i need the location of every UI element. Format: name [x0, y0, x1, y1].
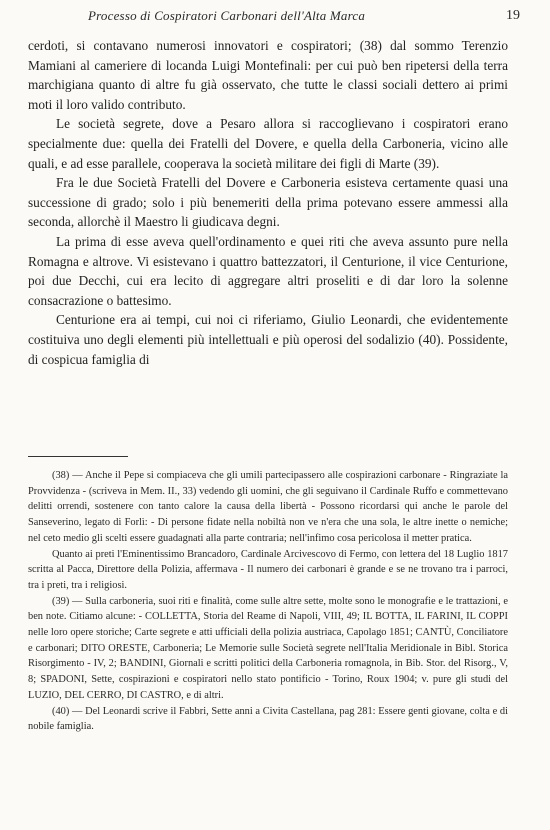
- body-paragraph: La prima di esse aveva quell'ordinamento e quei riti che aveva assunto pure nella Romagna e altrove. Vi esistevano i quattro battezzatori, il Centurione, il vice Centurione, poi due Decchi, cui era lecito di aggregare altri proseliti e di dar loro la solenne consacrazione o battesimo.: [28, 233, 508, 308]
- footnote-divider: [28, 456, 128, 457]
- main-text: [28, 36, 508, 369]
- body-paragraph: Fra le due Società Fratelli del Dovere e Carboneria esisteva certamente quasi una successione di grado; solo i più benemeriti della prima potevano essere ammessi alla seconda, allorchè il Maestro li giudicava degni.: [28, 175, 508, 230]
- footnote: (39) — Sulla carboneria, suoi riti e finalità, come sulle altre sette, molte sono le monografie e le trattazioni, e ben note. Citiamo alcune: - COLLETTA, Storia del Reame di Napoli, VIII, 49; IL BOTTA, IL FARINI, IL COPPI nelle loro opere storiche; Carte segrete e atti ufficiali della polizia austriaca, Capolago 1851; CANTÙ, Conciliatore e carbonari; DITO ORESTE, Carboneria; Le Memorie sulle Società segrete nell'Italia Meridionale in Bibl. Storica Risorgimento - IV, 2; BANDINI, Giornali e scritti politici della Carboneria romagnola, in Bib. Stor. del Risorg., V, 8; SPADONI, Sette, cospirazioni e cospiratori nello stato pontificio - Torino, Roux 1904; v. pure gli studi del LUZIO, DEL CERRO, DI CASTRO, e di altri.: [28, 595, 508, 701]
- footnote: (40) — Del Leonardi scrive il Fabbri, Sette anni a Civita Castellana, pag 281: Essere genti giovane, colta e di nobile famiglia.: [28, 705, 508, 733]
- footnotes: [28, 468, 508, 735]
- body-paragraph: Centurione era ai tempi, cui noi ci riferiamo, Giulio Leonardi, che evidentemente costituiva uno degli elementi più intellettuali e più operosi del sodalizio (40). Possidente, di cospicua famiglia di: [28, 312, 508, 367]
- footnote: Quanto ai preti l'Eminentissimo Brancadoro, Cardinale Arcivescovo di Fermo, con lettera del 18 Luglio 1817 scritta al Pacca, Direttore della Polizia, affermava - Il numero dei carbonari è grande e se ne trovano tra i parroci, tra i preti, tra i religiosi.: [28, 548, 508, 591]
- page-number: 19: [506, 8, 520, 23]
- body-paragraph: cerdoti, si contavano numerosi innovatori e cospiratori; (38) dal sommo Terenzio Mamiani al cameriere di locanda Luigi Montefinali: per cui può ben ripetersi della terra marchigiana quanto di altre fu già osservato, che tutte le classi sociali dettero ai primi moti il loro valido contributo.: [28, 38, 508, 112]
- running-title: Processo di Cospiratori Carbonari dell'Alta Marca: [88, 8, 366, 23]
- footnote: (38) — Anche il Pepe si compiaceva che gli umili partecipassero alle cospirazioni carbonare - Ringraziate la Provvidenza - (scriveva in Mem. II., 33) vedendo gli uomini, che gli seguivano il Cardinale Ruffo e commettevano delitti orrendi, sostenere con tanto calore la causa della libertà - Possono ricordarsi qui anche le parole del Sanseverino, legato di Forlì: - Di persone fidate nella nobiltà non ve n'era che una sola, le altre inette o nemiche; nel ceto medio gli scelti essere guadagnati alla parte contraria; nell'infimo cosa pericolosa il metter pratica.: [28, 470, 508, 544]
- page-header: [88, 6, 520, 28]
- body-paragraph: Le società segrete, dove a Pesaro allora si raccoglievano i cospiratori erano specialmente due: quella dei Fratelli del Dovere, e quella della Carboneria, vicino alle quali, e ad esse parallele, cooperava la società militare dei figli di Marte (39).: [28, 116, 508, 171]
